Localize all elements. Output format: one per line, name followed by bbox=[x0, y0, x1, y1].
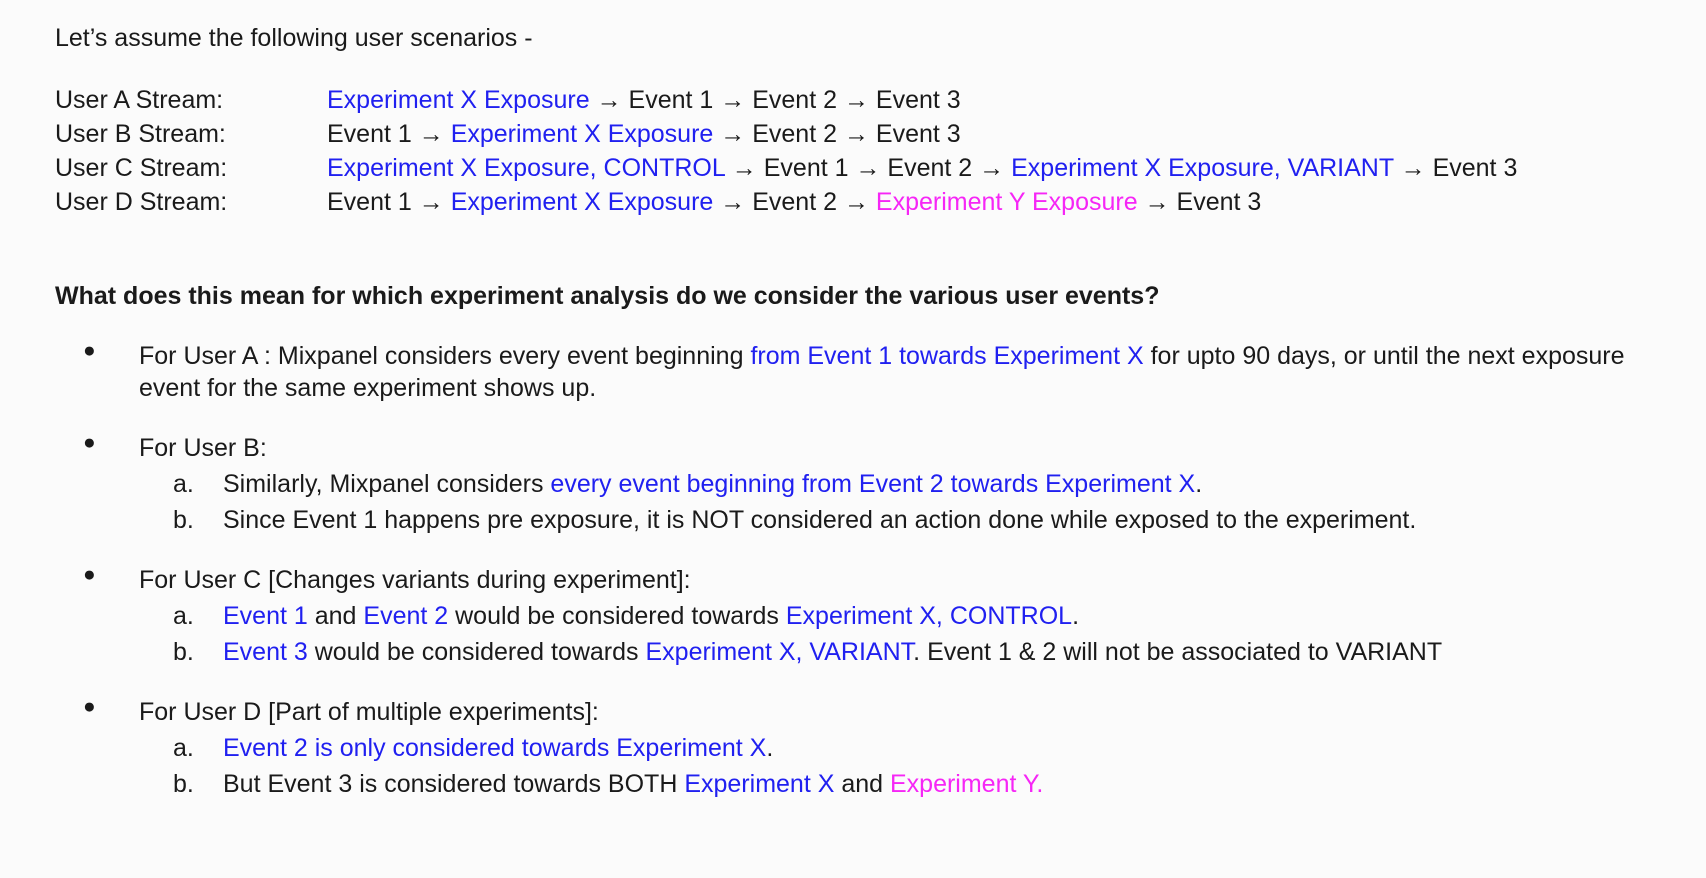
user-stream-list bbox=[55, 84, 1666, 218]
list-item bbox=[139, 504, 1666, 536]
list-item bbox=[139, 600, 1666, 632]
stream-row bbox=[55, 84, 1666, 116]
stream-flow: Event 1 → Experiment X Exposure → Event 2 → Experiment Y Exposure → Event 3 bbox=[327, 188, 1262, 216]
stream-row bbox=[55, 186, 1666, 218]
sub-list-marker: b. bbox=[173, 770, 194, 798]
stream-label: User C Stream: bbox=[55, 154, 228, 182]
bullet-text: For User A : Mixpanel considers every event beginning from Event 1 towards Experiment X for upto 90 days, or until the next exposure event for the same experiment shows up. bbox=[139, 342, 1625, 402]
sub-list-marker: a. bbox=[173, 470, 194, 498]
sub-list bbox=[139, 732, 1666, 800]
stream-label: User B Stream: bbox=[55, 120, 226, 148]
sub-list bbox=[139, 468, 1666, 536]
stream-flow: Experiment X Exposure, CONTROL → Event 1 → Event 2 → Experiment X Exposure, VARIANT → Event 3 bbox=[327, 154, 1518, 182]
list-item bbox=[55, 564, 1666, 668]
sub-list-marker: b. bbox=[173, 638, 194, 666]
list-item bbox=[55, 696, 1666, 800]
stream-label: User D Stream: bbox=[55, 188, 228, 216]
sub-list-marker: a. bbox=[173, 602, 194, 630]
intro-paragraph: Let’s assume the following user scenarios - bbox=[55, 24, 533, 52]
stream-label: User A Stream: bbox=[55, 86, 224, 114]
stream-row bbox=[55, 118, 1666, 150]
sub-list bbox=[139, 600, 1666, 668]
stream-flow: Event 1 → Experiment X Exposure → Event 2 → Event 3 bbox=[327, 120, 961, 148]
sub-list-text: Event 1 and Event 2 would be considered towards Experiment X, CONTROL. bbox=[223, 602, 1080, 630]
sub-list-text: Similarly, Mixpanel considers every event beginning from Event 2 towards Experiment X. bbox=[223, 470, 1203, 498]
list-item bbox=[139, 732, 1666, 764]
sub-list-text: But Event 3 is considered towards BOTH Experiment X and Experiment Y. bbox=[223, 770, 1044, 798]
list-item bbox=[55, 432, 1666, 536]
list-item bbox=[139, 636, 1666, 668]
bullet-text: For User C [Changes variants during experiment]: bbox=[139, 566, 691, 594]
stream-flow: Experiment X Exposure → Event 1 → Event 2 → Event 3 bbox=[327, 86, 961, 114]
list-item bbox=[55, 340, 1666, 404]
question-heading: What does this mean for which experiment analysis do we consider the various user events? bbox=[55, 282, 1160, 310]
sub-list-marker: b. bbox=[173, 506, 194, 534]
explanation-bullet-list bbox=[55, 340, 1666, 800]
bullet-text: For User B: bbox=[139, 434, 267, 462]
sub-list-text: Since Event 1 happens pre exposure, it is NOT considered an action done while exposed to the experiment. bbox=[223, 506, 1417, 534]
bullet-text: For User D [Part of multiple experiments]: bbox=[139, 698, 599, 726]
list-item bbox=[139, 468, 1666, 500]
sub-list-text: Event 2 is only considered towards Experiment X. bbox=[223, 734, 774, 762]
stream-row bbox=[55, 152, 1666, 184]
list-item bbox=[139, 768, 1666, 800]
sub-list-text: Event 3 would be considered towards Experiment X, VARIANT. Event 1 & 2 will not be associated to VARIANT bbox=[223, 638, 1443, 666]
sub-list-marker: a. bbox=[173, 734, 194, 762]
